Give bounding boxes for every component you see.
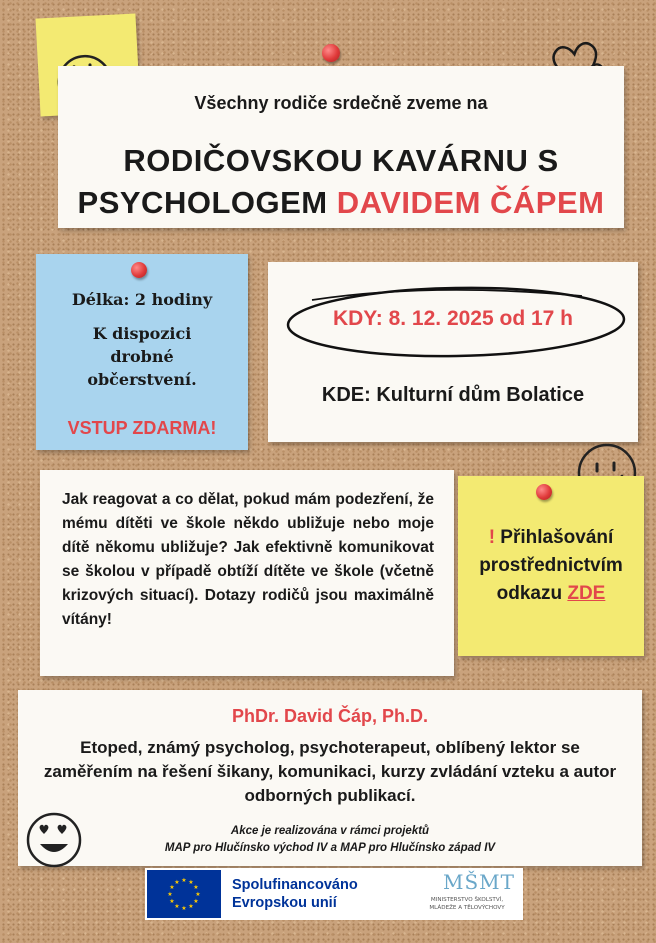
msmt-text xyxy=(408,896,526,912)
svg-text:★: ★ xyxy=(174,903,180,910)
heart-eyes-smiley-icon xyxy=(24,810,84,870)
msmt-logo: MŠMT xyxy=(443,870,515,894)
svg-text:★: ★ xyxy=(188,879,194,886)
page-title xyxy=(58,140,624,224)
title-line2-red: DAVIDEM ČÁPEM xyxy=(336,185,605,220)
title-line2 xyxy=(58,182,624,224)
svg-text:★: ★ xyxy=(167,891,173,898)
msmt-line1: MINISTERSTVO ŠKOLSTVÍ, xyxy=(430,897,504,903)
eu-line2: Evropskou unií xyxy=(232,895,337,911)
invite-text: Všechny rodiče srdečně zveme na xyxy=(194,93,488,113)
registration-link[interactable]: ZDE xyxy=(567,583,606,604)
description-text: Jak reagovat a co dělat, pokud mám podezření, že mému dítěti ve škole někdo ubližuje nebo moje dítě někomu ubližuje? Jak efektivně komunikovat se školou v případě obtíží dítěte ve škole (včetně krizových situací). Dotazy rodičů jsou maximálně vítány! xyxy=(62,491,434,628)
svg-text:★: ★ xyxy=(193,884,199,891)
where-text: KDE: Kulturní dům Bolatice xyxy=(321,384,585,406)
msmt-line2: MLÁDEŽE A TĚLOVÝCHOVY xyxy=(429,905,505,911)
svg-text:★: ★ xyxy=(169,898,175,905)
project-line2: MAP pro Hlučínsko východ IV a MAP pro Hlučínsko západ IV xyxy=(164,842,496,854)
svg-text:★: ★ xyxy=(169,884,175,891)
speaker-bio: Etoped, známý psycholog, psychoterapeut, oblíbený lektor se zaměřením na řešení šikany, komunikaci, kurzy zvládání vzteku a autor odborných publikací. xyxy=(43,738,617,805)
svg-text:★: ★ xyxy=(174,879,180,886)
registration-text: Přihlašování prostřednictvím odkazu xyxy=(479,527,623,604)
pin-icon xyxy=(322,44,340,62)
eu-cofunded-text xyxy=(232,876,358,912)
entry-free-text: VSTUP ZDARMA! xyxy=(67,418,217,438)
when-text: KDY: 8. 12. 2025 od 17 h xyxy=(332,307,574,330)
pin-icon xyxy=(536,484,552,500)
refreshments-text: K dispozici drobné občerstvení. xyxy=(87,324,197,389)
pin-icon xyxy=(131,262,147,278)
title-line2-dark: PSYCHOLOGEM xyxy=(77,185,328,220)
svg-text:★: ★ xyxy=(188,903,194,910)
project-line1: Akce je realizována v rámci projektů xyxy=(230,825,430,837)
registration-block xyxy=(458,524,644,608)
svg-text:★: ★ xyxy=(195,891,201,898)
duration-text: Délka: 2 hodiny xyxy=(71,290,213,309)
project-note xyxy=(18,823,642,857)
eu-flag xyxy=(147,870,221,918)
speaker-name: PhDr. David Čáp, Ph.D. xyxy=(231,706,429,726)
svg-text:★: ★ xyxy=(193,898,199,905)
eu-stars-icon xyxy=(147,870,221,918)
svg-text:★: ★ xyxy=(181,877,187,884)
svg-text:★: ★ xyxy=(181,905,187,912)
title-line1: RODIČOVSKOU KAVÁRNU S xyxy=(123,143,559,178)
eu-line1: Spolufinancováno xyxy=(232,877,358,893)
exclamation-mark: ! xyxy=(488,527,496,548)
